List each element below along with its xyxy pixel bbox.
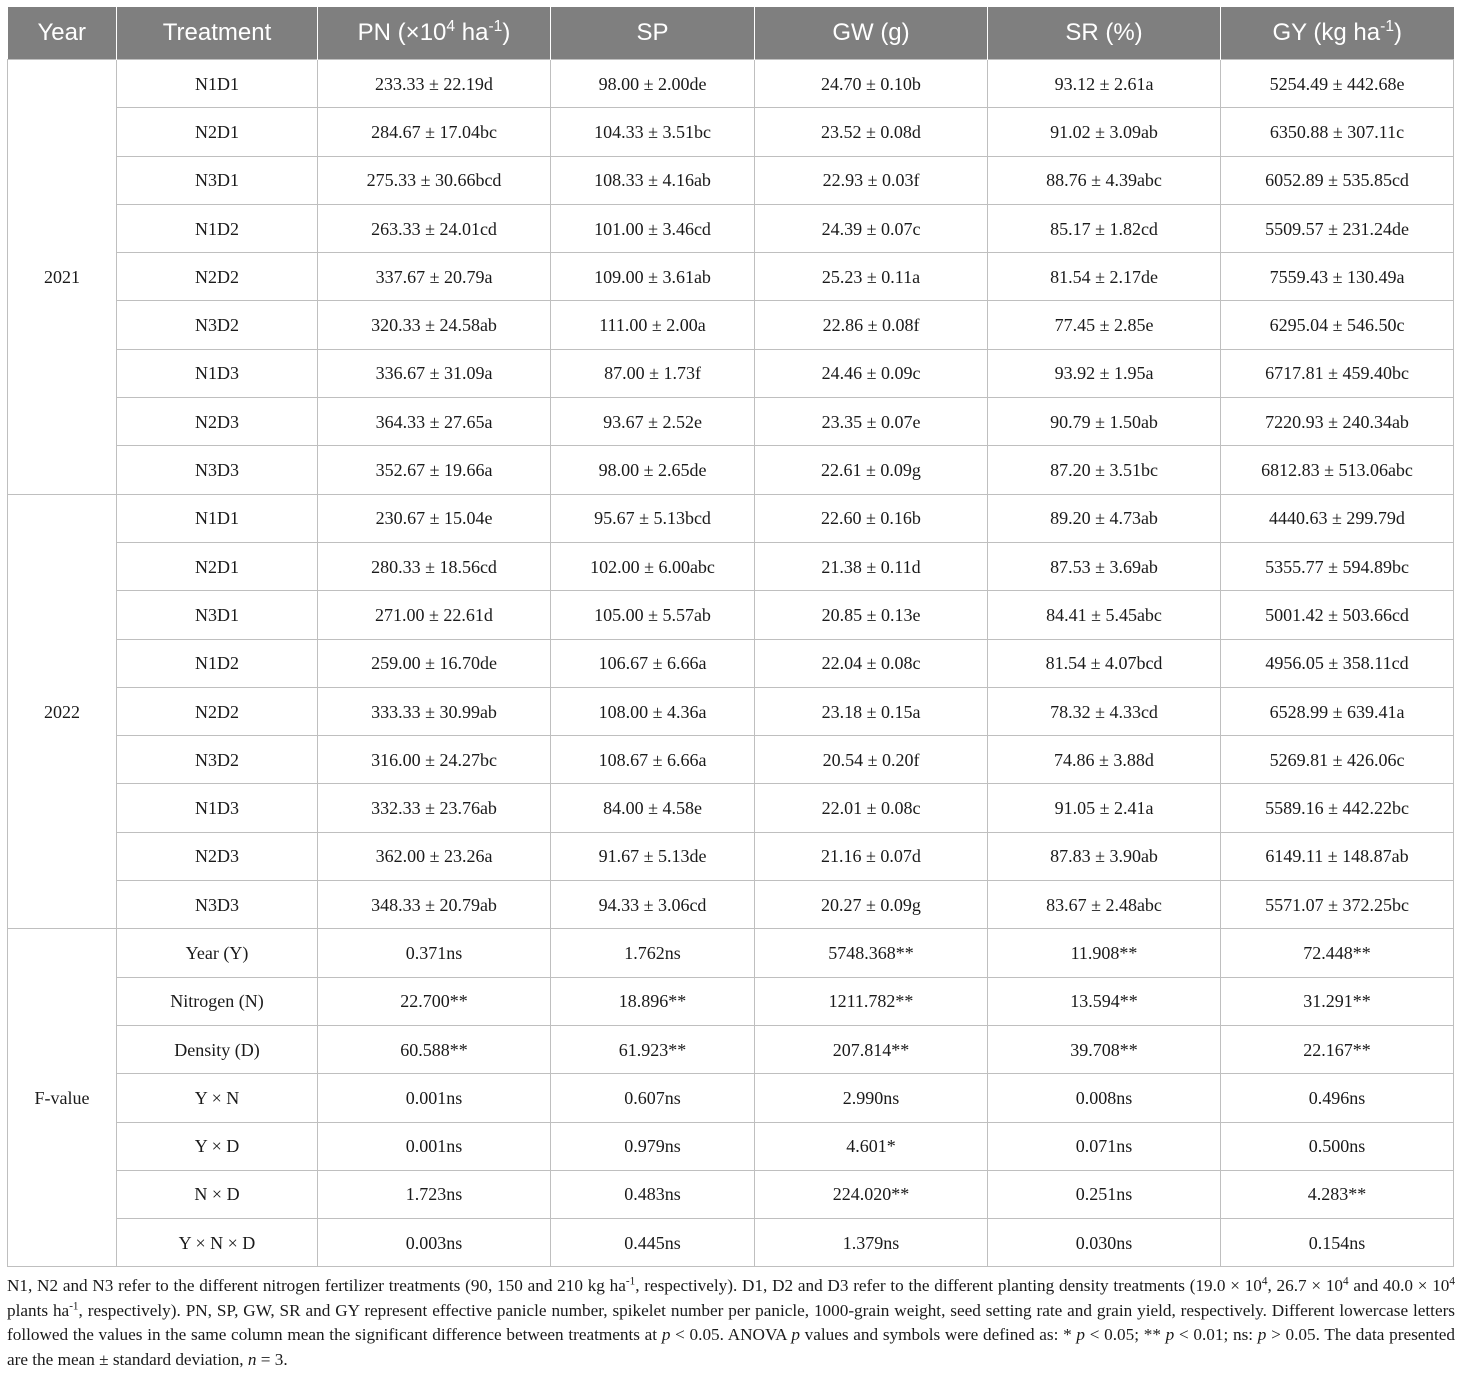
sp-cell: 102.00 ± 6.00abc <box>551 542 755 590</box>
gy-cell: 72.448** <box>1221 929 1454 977</box>
gw-cell: 20.27 ± 0.09g <box>755 881 988 929</box>
sp-cell: 0.483ns <box>551 1170 755 1218</box>
table-row <box>8 301 1454 349</box>
sr-cell: 39.708** <box>988 1025 1221 1073</box>
treatment-cell: N2D3 <box>117 832 318 880</box>
table-row <box>8 156 1454 204</box>
gw-cell: 5748.368** <box>755 929 988 977</box>
treatment-cell: N2D2 <box>117 687 318 735</box>
treatment-cell: Year (Y) <box>117 929 318 977</box>
treatment-cell: N3D3 <box>117 446 318 494</box>
treatment-cell: N1D2 <box>117 204 318 252</box>
header-sr: SR (%) <box>988 7 1221 60</box>
gy-cell: 6295.04 ± 546.50c <box>1221 301 1454 349</box>
year-group-cell: 2022 <box>8 494 117 929</box>
gw-cell: 22.60 ± 0.16b <box>755 494 988 542</box>
sr-cell: 0.030ns <box>988 1219 1221 1267</box>
sr-cell: 87.83 ± 3.90ab <box>988 832 1221 880</box>
treatment-cell: N3D1 <box>117 156 318 204</box>
table-row <box>8 60 1454 108</box>
pn-cell: 320.33 ± 24.58ab <box>318 301 551 349</box>
treatment-cell: N2D3 <box>117 398 318 446</box>
sr-cell: 87.53 ± 3.69ab <box>988 542 1221 590</box>
gy-cell: 6149.11 ± 148.87ab <box>1221 832 1454 880</box>
pn-cell: 271.00 ± 22.61d <box>318 591 551 639</box>
treatment-cell: N2D2 <box>117 253 318 301</box>
header-row <box>8 7 1454 60</box>
gy-cell: 0.496ns <box>1221 1074 1454 1122</box>
treatment-cell: N1D1 <box>117 494 318 542</box>
sp-cell: 105.00 ± 5.57ab <box>551 591 755 639</box>
sp-cell: 84.00 ± 4.58e <box>551 784 755 832</box>
gy-cell: 4440.63 ± 299.79d <box>1221 494 1454 542</box>
table-row <box>8 1025 1454 1073</box>
year-group-cell: F-value <box>8 929 117 1267</box>
table-row <box>8 639 1454 687</box>
table-row <box>8 349 1454 397</box>
header-year: Year <box>8 7 117 60</box>
sr-cell: 87.20 ± 3.51bc <box>988 446 1221 494</box>
sr-cell: 0.071ns <box>988 1122 1221 1170</box>
table-row <box>8 253 1454 301</box>
table-row <box>8 1074 1454 1122</box>
gw-cell: 224.020** <box>755 1170 988 1218</box>
sr-cell: 0.008ns <box>988 1074 1221 1122</box>
treatment-cell: N2D1 <box>117 542 318 590</box>
sr-cell: 85.17 ± 1.82cd <box>988 204 1221 252</box>
year-group-cell: 2021 <box>8 60 117 495</box>
table-row <box>8 1170 1454 1218</box>
table-row <box>8 929 1454 977</box>
table-row <box>8 542 1454 590</box>
pn-cell: 0.001ns <box>318 1122 551 1170</box>
header-gw: GW (g) <box>755 7 988 60</box>
gw-cell: 24.39 ± 0.07c <box>755 204 988 252</box>
gw-cell: 21.16 ± 0.07d <box>755 832 988 880</box>
table-row <box>8 204 1454 252</box>
sp-cell: 98.00 ± 2.65de <box>551 446 755 494</box>
pn-cell: 259.00 ± 16.70de <box>318 639 551 687</box>
gw-cell: 22.04 ± 0.08c <box>755 639 988 687</box>
sp-cell: 95.67 ± 5.13bcd <box>551 494 755 542</box>
pn-cell: 0.001ns <box>318 1074 551 1122</box>
treatment-cell: Y × N <box>117 1074 318 1122</box>
gy-cell: 7559.43 ± 130.49a <box>1221 253 1454 301</box>
results-table <box>7 7 1454 1267</box>
table-row <box>8 1219 1454 1267</box>
table-row <box>8 1122 1454 1170</box>
gw-cell: 23.35 ± 0.07e <box>755 398 988 446</box>
gy-cell: 4956.05 ± 358.11cd <box>1221 639 1454 687</box>
pn-cell: 233.33 ± 22.19d <box>318 60 551 108</box>
treatment-cell: Density (D) <box>117 1025 318 1073</box>
header-treatment: Treatment <box>117 7 318 60</box>
gy-cell: 0.154ns <box>1221 1219 1454 1267</box>
sr-cell: 91.05 ± 2.41a <box>988 784 1221 832</box>
sp-cell: 109.00 ± 3.61ab <box>551 253 755 301</box>
treatment-cell: N1D2 <box>117 639 318 687</box>
sp-cell: 61.923** <box>551 1025 755 1073</box>
gy-cell: 6528.99 ± 639.41a <box>1221 687 1454 735</box>
gy-cell: 4.283** <box>1221 1170 1454 1218</box>
pn-cell: 263.33 ± 24.01cd <box>318 204 551 252</box>
gw-cell: 24.46 ± 0.09c <box>755 349 988 397</box>
pn-cell: 284.67 ± 17.04bc <box>318 108 551 156</box>
table-row <box>8 784 1454 832</box>
sr-cell: 90.79 ± 1.50ab <box>988 398 1221 446</box>
table-row <box>8 832 1454 880</box>
gw-cell: 22.93 ± 0.03f <box>755 156 988 204</box>
results-table-container <box>7 7 1453 1267</box>
pn-cell: 230.67 ± 15.04e <box>318 494 551 542</box>
sr-cell: 77.45 ± 2.85e <box>988 301 1221 349</box>
sr-cell: 11.908** <box>988 929 1221 977</box>
treatment-cell: Y × N × D <box>117 1219 318 1267</box>
sr-cell: 13.594** <box>988 977 1221 1025</box>
gw-cell: 22.01 ± 0.08c <box>755 784 988 832</box>
sp-cell: 108.00 ± 4.36a <box>551 687 755 735</box>
sp-cell: 87.00 ± 1.73f <box>551 349 755 397</box>
gw-cell: 4.601* <box>755 1122 988 1170</box>
pn-cell: 337.67 ± 20.79a <box>318 253 551 301</box>
pn-cell: 352.67 ± 19.66a <box>318 446 551 494</box>
treatment-cell: Y × D <box>117 1122 318 1170</box>
treatment-cell: N3D2 <box>117 736 318 784</box>
header-sp: SP <box>551 7 755 60</box>
sp-cell: 108.33 ± 4.16ab <box>551 156 755 204</box>
pn-cell: 316.00 ± 24.27bc <box>318 736 551 784</box>
treatment-cell: N1D3 <box>117 349 318 397</box>
treatment-cell: N3D1 <box>117 591 318 639</box>
gw-cell: 20.54 ± 0.20f <box>755 736 988 784</box>
pn-cell: 333.33 ± 30.99ab <box>318 687 551 735</box>
sr-cell: 93.12 ± 2.61a <box>988 60 1221 108</box>
header-pn: PN ($\times 10^4$ $ha^{-1}$) <box>318 7 551 60</box>
gw-cell: 23.52 ± 0.08d <box>755 108 988 156</box>
gy-cell: 6052.89 ± 535.85cd <box>1221 156 1454 204</box>
sr-cell: 88.76 ± 4.39abc <box>988 156 1221 204</box>
gw-cell: 207.814** <box>755 1025 988 1073</box>
table-row <box>8 494 1454 542</box>
sp-cell: 106.67 ± 6.66a <box>551 639 755 687</box>
sp-cell: 94.33 ± 3.06cd <box>551 881 755 929</box>
pn-cell: 336.67 ± 31.09a <box>318 349 551 397</box>
sr-cell: 81.54 ± 4.07bcd <box>988 639 1221 687</box>
pn-cell: 60.588** <box>318 1025 551 1073</box>
gy-cell: 5269.81 ± 426.06c <box>1221 736 1454 784</box>
sr-cell: 78.32 ± 4.33cd <box>988 687 1221 735</box>
pn-cell: 362.00 ± 23.26a <box>318 832 551 880</box>
sp-cell: 101.00 ± 3.46cd <box>551 204 755 252</box>
gw-cell: 22.61 ± 0.09g <box>755 446 988 494</box>
sp-cell: 98.00 ± 2.00de <box>551 60 755 108</box>
pn-cell: 348.33 ± 20.79ab <box>318 881 551 929</box>
gw-cell: 23.18 ± 0.15a <box>755 687 988 735</box>
sr-cell: 83.67 ± 2.48abc <box>988 881 1221 929</box>
sp-cell: 104.33 ± 3.51bc <box>551 108 755 156</box>
gw-cell: 1211.782** <box>755 977 988 1025</box>
treatment-cell: N1D1 <box>117 60 318 108</box>
pn-cell: 280.33 ± 18.56cd <box>318 542 551 590</box>
table-body <box>8 60 1454 1267</box>
table-row <box>8 446 1454 494</box>
sr-cell: 89.20 ± 4.73ab <box>988 494 1221 542</box>
table-footnote: N1, N2 and N3 refer to the different nitrogen fertilizer treatments (90, 150 and 210 kg $ha^{-1}$, respectively). D1, D2 and D3 refer to the different planting density treatments ($19.0 \times 10^4$, $26.7 \times 10^4$ and $40.0 \times 10^4$ plants $ha^{-1}$, respectively). PN, SP, GW, SR and GY represent effective panicle number, spikelet number per panicle, 1000-grain weight, seed setting rate and grain yield, respectively. Different lowercase letters followed the values in the same column mean the significant difference between treatments at p < 0.05. ANOVA p values and symbols were defined as: * p < 0.05; ** p < 0.01; ns: p > 0.05. The data presented are the mean ± standard deviation, n = 3. <box>7 1275 1455 1369</box>
pn-cell: 275.33 ± 30.66bcd <box>318 156 551 204</box>
gy-cell: 7220.93 ± 240.34ab <box>1221 398 1454 446</box>
table-row <box>8 398 1454 446</box>
gw-cell: 2.990ns <box>755 1074 988 1122</box>
sr-cell: 91.02 ± 3.09ab <box>988 108 1221 156</box>
gy-cell: 22.167** <box>1221 1025 1454 1073</box>
table-row <box>8 591 1454 639</box>
treatment-cell: Nitrogen (N) <box>117 977 318 1025</box>
sp-cell: 0.979ns <box>551 1122 755 1170</box>
gy-cell: 6350.88 ± 307.11c <box>1221 108 1454 156</box>
pn-cell: 364.33 ± 27.65a <box>318 398 551 446</box>
sp-cell: 108.67 ± 6.66a <box>551 736 755 784</box>
sp-cell: 18.896** <box>551 977 755 1025</box>
gy-cell: 5571.07 ± 372.25bc <box>1221 881 1454 929</box>
sp-cell: 1.762ns <box>551 929 755 977</box>
gy-cell: 31.291** <box>1221 977 1454 1025</box>
header-gy: GY (kg $ha^{-1}$) <box>1221 7 1454 60</box>
gy-cell: 5355.77 ± 594.89bc <box>1221 542 1454 590</box>
table-row <box>8 108 1454 156</box>
table-row <box>8 736 1454 784</box>
sr-cell: 74.86 ± 3.88d <box>988 736 1221 784</box>
gy-cell: 5254.49 ± 442.68e <box>1221 60 1454 108</box>
pn-cell: 332.33 ± 23.76ab <box>318 784 551 832</box>
sr-cell: 0.251ns <box>988 1170 1221 1218</box>
gw-cell: 24.70 ± 0.10b <box>755 60 988 108</box>
gy-cell: 5001.42 ± 503.66cd <box>1221 591 1454 639</box>
sr-cell: 84.41 ± 5.45abc <box>988 591 1221 639</box>
gw-cell: 25.23 ± 0.11a <box>755 253 988 301</box>
table-row <box>8 977 1454 1025</box>
sp-cell: 0.607ns <box>551 1074 755 1122</box>
pn-cell: 0.003ns <box>318 1219 551 1267</box>
gy-cell: 6812.83 ± 513.06abc <box>1221 446 1454 494</box>
gw-cell: 20.85 ± 0.13e <box>755 591 988 639</box>
gw-cell: 22.86 ± 0.08f <box>755 301 988 349</box>
treatment-cell: N3D2 <box>117 301 318 349</box>
pn-cell: 22.700** <box>318 977 551 1025</box>
pn-cell: 1.723ns <box>318 1170 551 1218</box>
treatment-cell: N2D1 <box>117 108 318 156</box>
table-row <box>8 881 1454 929</box>
gy-cell: 0.500ns <box>1221 1122 1454 1170</box>
treatment-cell: N3D3 <box>117 881 318 929</box>
sp-cell: 111.00 ± 2.00a <box>551 301 755 349</box>
gw-cell: 21.38 ± 0.11d <box>755 542 988 590</box>
sp-cell: 0.445ns <box>551 1219 755 1267</box>
treatment-cell: N × D <box>117 1170 318 1218</box>
gy-cell: 6717.81 ± 459.40bc <box>1221 349 1454 397</box>
pn-cell: 0.371ns <box>318 929 551 977</box>
sp-cell: 93.67 ± 2.52e <box>551 398 755 446</box>
table-row <box>8 687 1454 735</box>
gy-cell: 5589.16 ± 442.22bc <box>1221 784 1454 832</box>
gy-cell: 5509.57 ± 231.24de <box>1221 204 1454 252</box>
sp-cell: 91.67 ± 5.13de <box>551 832 755 880</box>
sr-cell: 81.54 ± 2.17de <box>988 253 1221 301</box>
gw-cell: 1.379ns <box>755 1219 988 1267</box>
sr-cell: 93.92 ± 1.95a <box>988 349 1221 397</box>
treatment-cell: N1D3 <box>117 784 318 832</box>
